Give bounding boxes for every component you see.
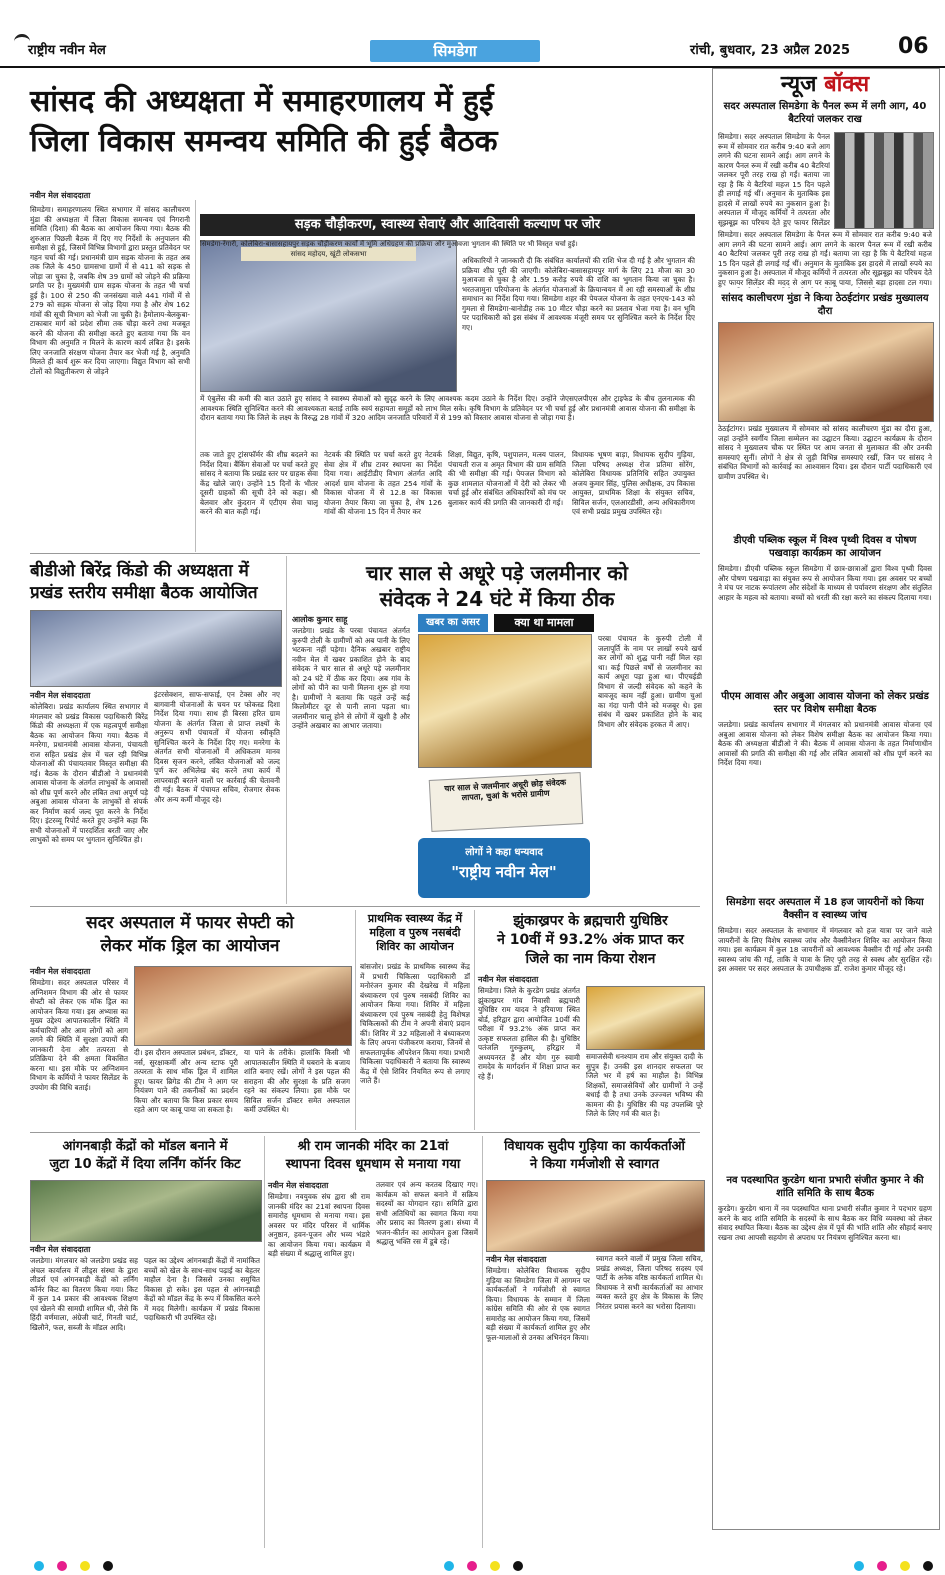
yellow-mark	[80, 1561, 90, 1571]
lead-text-col-5: शिक्षा, विद्युत, कृषि, पशुपालन, मत्स्य पालन, पंचायती राज व अमृत विभाग की ग्राम समिति की भी समीक्षा की गई। पेयजल विभाग को कुछ शामलात योजनाओं में देरी को लेकर भी चर्चा हुई और संबंधित अधिकारियों को मंच पर बुलाकर कार्य की प्रगति की जानकारी दी गई।	[448, 450, 566, 507]
mock-drill-text-b: दी। इस दौरान अस्पताल प्रबंधन, डॉक्टर, नर्स, सुरक्षाकर्मी और अन्य स्टाफ पूरी तत्परता के साथ मॉक ड्रिल में शामिल हुए। फायर ब्रिगेड की टीम ने आग पर नियंत्रण पाने की तकनीकों का प्रदर्शन किया और बताया कि किस प्रकार समय रहते आग पर काबू पाया जा सकता है।	[134, 1048, 238, 1114]
cyan-mark	[444, 1561, 454, 1571]
anganwadi-headline-line-2: जुटा 10 केंद्रों में दिया लर्निंग कॉर्नर किट	[49, 1157, 241, 1172]
jalminar-text: जलडेगा। प्रखंड के परबा पंचायत अंतर्गत कुरुपी टोली के ग्रामीणों को अब पानी के लिए भटकना नहीं पड़ेगा। दैनिक अखबार राष्ट्रीय नवीन मेल में खबर प्रकाशित होने के बाद संवेदक ने चार साल से अधूरे पड़े जलमीनार को 24 घंटे में ठीक कर दिया। अब गांव के लोगों को पीने का पानी मिलना शुरू हो गया है। ग्रामीणों ने बताया कि पहले उन्हें कई किलोमीटर दूर से पानी लाना पड़ता था। जलमीनार चालू होने से लोगों में खुशी है और उन्होंने अखबार का आभार जताया।	[292, 626, 410, 730]
news-box-item-4-headline: पीएम आवास और अबुआ आवास योजना को लेकर प्रखंड स्तर पर विशेष समीक्षा बैठक	[721, 691, 929, 715]
mock-drill-text-c: या पाने के तरीके। हालांकि किसी भी आपातकालीन स्थिति में घबराने के बजाय शांति बनाए रखें। लोगों ने इस पहल की सराहना की और सुरक्षा के प्रति सजग रहने का संकल्प लिया। इस मौके पर सिविल सर्जन डॉक्टर समेत अस्पताल कर्मी उपस्थित थे।	[244, 1048, 350, 1114]
ram-mandir-headline-line-2: स्थापना दिवस धूमधाम से मनाया गया	[285, 1157, 461, 1172]
topper-byline: नवीन मेल संवाददाता	[478, 975, 539, 984]
column-rule	[195, 200, 196, 552]
mock-drill-text: सिमडेगा। सदर अस्पताल परिसर में अग्निशमन विभाग की ओर से फायर सेफ्टी को लेकर एक मॉक ड्रिल का आयोजन किया गया। इस अभ्यास का मुख्य उद्देश्य आपातकालीन स्थिति में कर्मचारियों और आम लोगों को आग लगने की स्थिति में सुरक्षा उपायों की जानकारी देना और तत्परता से प्रतिक्रिया देने की क्षमता विकसित करना था। इस मौके पर अग्निशमन विभाग के कर्मियों ने फायर सिलेंडर के उपयोग की विधि बताई।	[30, 978, 128, 1092]
registration-marks-right	[850, 1556, 937, 1575]
anganwadi-headline	[30, 1138, 260, 1174]
ram-mandir-headline	[268, 1138, 478, 1174]
jalminar-headline-line-1: चार साल से अधूरे पड़े जलमीनार को	[366, 561, 628, 585]
news-box-title	[720, 68, 930, 98]
topper-headline-line-3: जिले का नाम किया रोशन	[525, 951, 656, 967]
lead-text-wide: में एंबुलेंस की कमी की बात उठाते हुए सांसद ने स्वास्थ्य सेवाओं को सुदृढ़ करने के लिए आवश्यक कदम उठाने के निर्देश दिए। उन्होंने जेएसएलपीएस और ट्राइफेड के बीच तुलनात्मक की आवश्यक स्थिति सुनिश्चित करने की आवश्यकता बताई ताकि स्वयं सहायता समूहों को लाभ मिल सके। कृषि विभाग के प्रतिवेदन पर भी चर्चा हुई और प्रधानमंत्री आवास योजना की समीक्षा के दौरान बताया गया कि जिले के लक्ष्य के विरुद्ध 28 गांवों में 320 आदिम जनजाति परिवारों में से 199 को विस्तार आवास योजना से जोड़ा गया है।	[200, 394, 695, 422]
newspaper-logo: राष्ट्रीय नवीन मेल	[28, 43, 106, 58]
news-box-item-1-text-b: सिमडेगा। सदर अस्पताल सिमडेगा के पैनल रूम में सोमवार रात करीब 9:40 बजे आग लगने की घटना सामने आई। आग लगने के कारण पैनल रूम में रखी करीब 40 बैटरियां जलकर पूरी तरह राख हो गईं। बताया जा रहा है कि ये बैटरियां महज 15 दिन पहले ही लगाई गई थीं। अनुमान के मुताबिक इस हादसे में लाखों रुपये का नुकसान हुआ है। अस्पताल में मौजूद कर्मियों ने तत्परता और सूझबूझ का परिचय देते हुए फायर सिलेंडर की मदद से आग पर काबू पाया, जिससे बड़ा हादसा टल गया।	[718, 230, 932, 287]
sudip-headline	[486, 1138, 703, 1174]
bdo-photo	[30, 610, 282, 687]
ram-mandir-text: सिमडेगा। नवयुवक संघ द्वारा श्री राम जानकी मंदिर का 21वां स्थापना दिवस समारोह धूमधाम से मनाया गया। इस अवसर पर मंदिर परिसर में धार्मिक अनुष्ठान, हवन-पूजन और भव्य भंडारे का आयोजन किया गया। कार्यक्रम में बड़ी संख्या में श्रद्धालु शामिल हुए।	[268, 1192, 370, 1258]
sudip-text-b: स्वागत करने वालों में प्रमुख जिला सचिव, प्रखंड अध्यक्ष, जिला परिषद सदस्य एवं पार्टी के अनेक वरिष्ठ कार्यकर्ता शामिल थे। विधायक ने सभी कार्यकर्ताओं का आभार व्यक्त करते हुए क्षेत्र के विकास के लिए निरंतर प्रयास करने का भरोसा दिलाया।	[596, 1254, 703, 1311]
anganwadi-byline: नवीन मेल संवाददाता	[30, 1245, 91, 1254]
black-mark	[103, 1561, 113, 1571]
lead-subhead: सड़क चौड़ीकरण, स्वास्थ्य सेवाएं और आदिवासी कल्याण पर जोर	[200, 214, 695, 236]
thanks-line-2: "राष्ट्रीय नवीन मेल"	[451, 863, 557, 881]
bdo-headline-line-2: प्रखंड स्तरीय समीक्षा बैठक आयोजित	[30, 583, 258, 603]
news-box-item-5-text: सिमडेगा। सदर अस्पताल के सभागार में मंगलवार को हज यात्रा पर जाने वाले जायरीनों के लिए विशेष स्वास्थ्य जांच और वैक्सीनेशन शिविर का आयोजन किया गया। इस कार्यक्रम में कुल 18 जायरीनों को आवश्यक वैक्सीन दी गई और उनकी स्वास्थ्य जांच की गई, ताकि वे यात्रा के लिए पूरी तरह से स्वस्थ और सुरक्षित रहें। इस अवसर पर सदर अस्पताल के उपाधीक्षक डॉ. राजेश कुमार मौजूद रहे।	[718, 926, 932, 973]
mock-drill-headline-line-1: सदर अस्पताल में फायर सेफ्टी को	[86, 913, 294, 933]
anganwadi-headline-line-1: आंगनबाड़ी केंद्रों को मॉडल बनाने में	[62, 1139, 228, 1154]
lead-text-col-2: अधिकारियों ने जानकारी दी कि संबंधित कार्यालयों की राशि भेज दी गई है और भुगतान की प्रक्रिया शीघ्र पूरी की जाएगी। कोलेबिरा-बासासहायपुर मार्ग के लिए 21 मौजा का 30 मुआवजा से चुका है और 1.59 करोड़ रुपये की राशि का भुगतान किया जा चुका है। भरतजामुना परियोजना के अंतर्गत योजनाओं के क्रियान्वयन में आ रही समस्याओं के शीघ्र समाधान का निर्देश दिया गया। सिमडेगा शहर की पेयजल योजना के तहत एनएच-143 को गुमला से सिमडेगा-बानोडीह तक 10 मीटर चौड़ा करने का प्रस्ताव भेजा गया है। वन भूमि पर पदाधिकारी को इस संबंध में आवश्यक मंजूरी समय पर सुनिश्चित करने के निर्देश दिए गए।	[462, 256, 695, 332]
jalminar-headline-line-2: संवेदक ने 24 घंटे में किया ठीक	[379, 587, 615, 611]
mock-drill-headline-line-2: लेकर मॉक ड्रिल का आयोजन	[100, 936, 280, 956]
yellow-mark	[900, 1561, 910, 1571]
bdo-headline-line-1: बीडीओ बिरेंद्र किंडो की अध्यक्षता में	[30, 561, 249, 581]
lead-headline	[30, 82, 690, 162]
ram-mandir-text-b: तलवार एवं अन्य करतब दिखाए गए। कार्यक्रम को सफल बनाने में सक्रिय सदस्यों का योगदान रहा। समिति द्वारा सभी अतिथियों का स्वागत किया गया और प्रसाद का वितरण हुआ। संध्या में भजन-कीर्तन का आयोजन हुआ जिसमें श्रद्धालु भक्ति रस में डूबे रहे।	[376, 1180, 478, 1246]
lead-text-col-3: तक जाते हुए ट्रांसफॉर्मर की शीघ्र बदलने का निर्देश दिया। बैंकिंग सेवाओं पर चर्चा करते हुए सांसद ने बताया कि प्रखंड स्तर पर ग्राहक सेवा केंद्र खोले जाएं। उन्होंने 15 दिनों के भीतर दूसरी ग्राहकों की सूची देने को कहा। श्री बेलवार और कुंदरान में एटीएम सेवा चालू करने की बात कही गई।	[200, 450, 318, 516]
jalminar-photo	[418, 634, 592, 768]
divider	[30, 553, 700, 554]
page-number: 06	[898, 34, 929, 59]
sudip-headline-line-2: ने किया गर्मजोशी से स्वागत	[529, 1157, 660, 1172]
news-box-item-5-headline: सिमडेगा सदर अस्पताल में 18 हज जायरीनों को किया वैक्सीन व स्वास्थ्य जांच	[726, 897, 924, 921]
divider	[30, 1132, 700, 1133]
bdo-headline	[30, 560, 280, 604]
dateline: रांची, बुधवार, 23 अप्रैल 2025	[690, 43, 851, 58]
topper-headline-line-1: झुंकाख्रपर के ब्रह्मचारी युधिष्ठिर	[513, 913, 668, 929]
phc-text: बांसजोर। प्रखंड के प्राथमिक स्वास्थ्य केंद्र में प्रभारी चिकित्सा पदाधिकारी डॉ मनोरंजन कुमार की देखरेख में महिला बंध्याकरण एवं पुरुष नसबंदी शिविर का आयोजन किया गया। शिविर में महिला बंध्याकरण एवं पुरुष नसबंदी हेतु विशेषज्ञ चिकित्सकों की टीम ने अपनी सेवाएं प्रदान कीं। शिविर में 32 महिलाओं ने बंध्याकरण के लिए अपना पंजीकरण कराया, जिनमें से सफलतापूर्वक ऑपरेशन किया गया। प्रभारी चिकित्सा पदाधिकारी ने बताया कि स्वास्थ्य केंद्र में ऐसे शिविर नियमित रूप से लगाए जाते हैं।	[360, 962, 470, 1085]
news-box-item-1-headline: सदर अस्पताल सिमडेगा के पैनल रूम में लगी आग, 40 बैटरियां जलकर राख	[723, 101, 927, 125]
topper-headline-line-2: ने 10वीं में 93.2% अंक प्राप्त कर	[497, 932, 684, 948]
column-rule	[264, 1136, 265, 1548]
newspaper-clipping	[429, 772, 584, 832]
kya-tha-mamla-text: परबा पंचायत के कुरुपी टोली में जलापूर्ति के नाम पर लाखों रुपये खर्च कर लोगों को शुद्ध पानी नहीं मिल रहा था। कई पिछले वर्षों से जलमीनार का कार्य अधूरा पड़ा हुआ था। पीएचईडी विभाग से जल्दी संवेदक को कहने के बावजूद काम नहीं हुआ। ग्रामीण चुआं का गंदा पानी पीने को मजबूर थे। इस संबंध में खबर प्रकाशित होने के बाद विभाग और संवेदक हरकत में आए।	[598, 634, 702, 729]
topper-text: सिमडेगा। जिले के कुरडेग प्रखंड अंतर्गत झुंकाख्रपर गांव निवासी ब्रह्मचारी युधिष्ठिर राम यादव ने हरियाणा स्थित बोर्ड, हरिद्वार द्वारा आयोजित 10वीं की परीक्षा में 93.2% अंक प्राप्त कर उत्कृष्ट सफलता हासिल की है। युधिष्ठिर पतंजलि गुरुकुलम्, हरिद्वार में अध्ययनरत हैं और योग गुरु स्वामी रामदेव के मार्गदर्शन में शिक्षा प्राप्त कर रहे हैं।	[478, 986, 580, 1081]
divider	[30, 906, 700, 907]
lead-text-col-6: विधायक भूषण बाड़ा, विधायक सुदीप गुड़िया, जिला परिषद अध्यक्ष रोज प्रतिमा सोरेंग, कोलेबिरा विधायक प्रतिनिधि सहित उपायुक्त अजय कुमार सिंह, पुलिस अधीक्षक, उप विकास आयुक्त, प्राथमिक शिक्षा के संयुक्त सचिव, सिविल सर्जन, एलआरडीसी, अन्य अधिकारीगण एवं सभी प्रखंड प्रमुख उपस्थित रहे।	[572, 450, 695, 516]
khabar-ka-asar-label: खबर का असर	[418, 614, 488, 632]
registration-marks	[30, 1556, 117, 1575]
bdo-byline: नवीन मेल संवाददाता	[30, 691, 91, 700]
topper-text-b: समाजसेवी धनश्याम राम और संयुक्त दादी के सुपुत्र हैं। उनकी इस शानदार सफलता पर जिले भर में हर्ष का माहौल है। विभिन्न शिक्षकों, समाजसेवियों और ग्रामीणों ने उन्हें बधाई दी है तथा उनके उज्ज्वल भविष्य की कामना की है। युधिष्ठिर की यह उपलब्धि पूरे जिले के लिए गर्व की बात है।	[586, 1052, 703, 1118]
sudip-byline: नवीन मेल संवाददाता	[486, 1255, 547, 1264]
anganwadi-text: जलडेगा। मंगलवार को जलडेगा प्रखंड सह अंचल कार्यालय में लीड्स संस्था के द्वारा लीडर्स एवं आंगनबाड़ी केंद्रों को लर्निंग कॉर्नर किट का वितरण किया गया। किट में कुल 14 प्रकार की आवश्यक शिक्षण एवं खेलने की सामग्री शामिल थी, जैसे कि हिंदी वर्णमाला, अंग्रेजी चार्ट, गिनती चार्ट, खिलौने, फल, सब्जी के मॉडल आदि।	[30, 1256, 138, 1332]
news-box-item-4-text: जलडेगा। प्रखंड कार्यालय सभागार में मंगलवार को प्रधानमंत्री आवास योजना एवं अबुआ आवास योजना को लेकर विशेष समीक्षा बैठक का आयोजन किया गया। बैठक की अध्यक्षता बीडीओ ने की। बैठक में आवास योजना के तहत निर्माणाधीन आवासों की प्रगति की समीक्षा की गई और लंबित आवासों को शीघ्र पूर्ण करने का निर्देश दिया गया।	[718, 720, 932, 767]
section-label: सिमडेगा	[370, 40, 540, 62]
magenta-mark	[467, 1561, 477, 1571]
lead-text-col-4: नेटवर्क की स्थिति पर चर्चा करते हुए नेटवर्क सेवा क्षेत्र में शीघ्र टावर स्थापना का निर्देश दिया गया। आईटीडीए विभाग अंतर्गत आदि आदर्श ग्राम योजना के तहत 254 गांवों के विकास योजना में से 12.8 का विकास योजना तैयार किया जा चुका है, शेष 126 गांवों की योजना 15 दिन में तैयार कर	[324, 450, 442, 516]
topper-photo	[586, 986, 705, 1050]
news-box-item-1-photo	[834, 132, 934, 229]
news-box-item-6-headline: नव पदस्थापित कुरडेग थाना प्रभारी संजीत कुमार ने की शांति समिति के साथ बैठक	[726, 1175, 924, 1199]
mock-drill-photo	[134, 966, 352, 1046]
mock-drill-byline: नवीन मेल संवाददाता	[30, 967, 91, 976]
news-box-title-b: बॉक्स	[824, 72, 870, 97]
cyan-mark	[854, 1561, 864, 1571]
news-box-item-3-text: सिमडेगा। डीएवी पब्लिक स्कूल सिमडेगा में छात्र-छात्राओं द्वारा विश्व पृथ्वी दिवस और पोषण पखवाड़ा का संयुक्त रूप से आयोजन किया गया। इस अवसर पर बच्चों ने मंच पर नाटक रूपांतरण और संदेशों के माध्यम से पर्यावरण संरक्षण और संतुलित आहार के महत्व को बताया। बच्चों को धरती की रक्षा करने का संकल्प दिलाया गया।	[718, 564, 932, 602]
news-box-item-1-text-a: सिमडेगा। सदर अस्पताल सिमडेगा के पैनल रूम में सोमवार रात करीब 9:40 बजे आग लगने की घटना सामने आई। आग लगने के कारण पैनल रूम में रखी करीब 40 बैटरियां जलकर पूरी तरह राख हो गईं। बताया जा रहा है कि ये बैटरियां महज 15 दिन पहले ही लगाई गई थीं। अनुमान के मुताबिक इस हादसे में लाखों रुपये का नुकसान हुआ है। अस्पताल में मौजूद कर्मियों ने तत्परता और सूझबूझ का परिचय देते हुए फायर सिलेंडर	[718, 132, 830, 227]
news-box-item-3-headline: डीएवी पब्लिक स्कूल में विश्व पृथ्वी दिवस व पोषण पखवाड़ा कार्यक्रम का आयोजन	[733, 535, 917, 559]
news-box-title-a: न्यूज	[780, 72, 817, 97]
clipping-headline: चार साल से जलमीनार अधूरी छोड़ संवेदक लापता, चुआं के भरोसे ग्रामीण	[443, 777, 567, 803]
bdo-text-b: इंटरसेक्शन, साफ-सफाई, एन टेक्स और नए बागवानी योजनाओं के चयन पर फोकस्ड दिशा निर्देश दिया गया। साथ ही बिरसा हरित ग्राम योजना के अंतर्गत जिला से प्राप्त लक्ष्यों के अनुरूप सभी पंचायतों में योजना स्वीकृति सुनिश्चित करने के निर्देश दिए गए। मनरेगा के अंतर्गत सभी योजनाओं में अधिकतम मानव दिवस सृजन करने, लंबित योजनाओं को जल्द पूर्ण कर अभिलेख बंद करने तथा कार्य में लापरवाही बरतने वालों पर कार्रवाई की चेतावनी दी गई। बैठक में पंचायत सचिव, रोजगार सेवक और अन्य कर्मी मौजूद रहे।	[154, 690, 280, 804]
ram-mandir-byline: नवीन मेल संवाददाता	[268, 1181, 329, 1190]
cyan-mark	[34, 1561, 44, 1571]
mock-drill-headline	[30, 912, 350, 958]
column-rule	[474, 910, 475, 1130]
column-rule	[482, 1136, 483, 1548]
anganwadi-text-b: पहल का उद्देश्य आंगनबाड़ी केंद्रों में नामांकित बच्चों को खेल के साथ-साथ पढ़ाई का बेहतर माहौल देना है। जिससे उनका समुचित विकास हो सके। इस पहल से आंगनबाड़ी केंद्रों को मॉडल केंद्र के रूप में विकसित करने में मदद मिलेगी। कार्यक्रम में प्रखंड विकास पदाधिकारी भी उपस्थित रहे।	[144, 1256, 260, 1322]
black-mark	[513, 1561, 523, 1571]
magenta-mark	[57, 1561, 67, 1571]
sudip-headline-line-1: विधायक सुदीप गुड़िया का कार्यकर्ताओं	[504, 1139, 685, 1154]
yellow-mark	[490, 1561, 500, 1571]
anganwadi-photo	[30, 1180, 262, 1242]
news-box-item-6-text: कुरडेग। कुरडेग थाना में नव पदस्थापित थाना प्रभारी संजीत कुमार ने पदभार ग्रहण करने के बाद शांति समिति के सदस्यों के साथ बैठक कर विधि व्यवस्था को लेकर संवाद स्थापित किया। बैठक का उद्देश्य क्षेत्र में पूर्व की भांति शांति और सौहार्द बनाए रखना तथा आपसी सहयोग से अपराध पर नियंत्रण सुनिश्चित करना था।	[718, 1204, 932, 1242]
lead-caption: सिमडेगा-रेंगारी, कोलेबिरा-बासासहायपुर सड़क चौड़ीकरण कार्यों में भूमि अधिग्रहण की प्रक्रिया और मुआवजा भुगतान की स्थिति पर भी विस्तृत चर्चा हुई।	[200, 240, 578, 248]
phc-headline: प्राथमिक स्वास्थ्य केंद्र में महिला व पुरुष नसबंदी शिविर का आयोजन	[367, 912, 463, 953]
lead-text-col-1: सिमडेगा। समाहरणालय स्थित सभागार में सांसद कालीचरण मुंडा की अध्यक्षता में जिला विकास समन्वय एवं निगरानी समिति (दिशा) की बैठक का आयोजन किया गया। बैठक की शुरुआत पिछली बैठक में दिए गए निर्देशों के अनुपालन की समीक्षा से हुई, जिसमें विभिन्न विभागों द्वारा प्रस्तुत प्रतिवेदन पर गहन चर्चा की गई। प्रधानमंत्री ग्राम सड़क योजना के तहत अब तक जिले के 450 ग्रामसभा ग्रामों में से 411 को सड़क से जोड़ा जा चुका है, जबकि शेष 39 ग्रामों को जोड़ने की प्रक्रिया प्रगति पर है। मुख्यमंत्री ग्राम सड़क योजना के तहत भी चर्चा हुई है। 100 से 250 की जनसंख्या वाले 441 गांवों में से 279 को सड़क योजना से जोड़ दिया गया है और शेष 162 गांवों की सूची विभाग को भेजी जा चुकी है। हैमोलाय-बेलकुबा-टाकाबार मार्ग को प्रदेश सीमा तक चौड़ा करने तथा मजबूत करने की योजना की समीक्षा करते हुए बताया गया कि वन विभाग की अनुमति न मिलने के कारण कार्य लंबित है। इसके लिए जनजाति संरक्षण योजना तैयार कर भेजी गई है, अनुमति मिलते ही कार्य शुरू कर दिया जाएगा। विद्युत विभाग को सभी टोलों को विद्युतीकरण से जोड़ने	[30, 205, 190, 376]
lead-photo	[200, 240, 457, 392]
sudip-photo	[486, 1180, 705, 1252]
lead-photo-banner: सांसद महोदय, खूंटी लोकसभा	[241, 247, 416, 261]
lead-headline-line-2: जिला विकास समन्वय समिति की हुई बैठक	[30, 124, 498, 159]
print-registration-bar	[0, 1552, 945, 1573]
lead-headline-line-1: सांसद की अध्यक्षता में समाहरणालय में हुई	[30, 84, 494, 119]
kya-tha-mamla-label: क्या था मामला	[494, 614, 594, 632]
column-rule	[355, 910, 356, 1130]
registration-marks-center	[440, 1556, 527, 1575]
black-mark	[923, 1561, 933, 1571]
news-box-item-2-photo	[718, 322, 934, 422]
thanks-line-1: लोगों ने कहा धन्यवाद	[465, 847, 543, 858]
thanks-box	[418, 838, 590, 898]
news-box-item-2-headline: सांसद कालीचरण मुंडा ने किया ठेठईटांगर प्रखंड मुख्यालय दौरा	[721, 293, 929, 317]
jalminar-byline: आलोक कुमार साहू	[292, 615, 348, 624]
jalminar-headline	[292, 560, 702, 612]
bdo-text: कोलेबिरा। प्रखंड कार्यालय स्थित सभागार में मंगलवार को प्रखंड विकास पदाधिकारी बिरेंद्र किंडो की अध्यक्षता में एक महत्वपूर्ण समीक्षा बैठक का आयोजन किया गया। बैठक में मनरेगा, प्रधानमंत्री आवास योजना, पंचायती राज सहित प्रखंड क्षेत्र में चल रही विभिन्न योजनाओं की पंचायतवार विस्तृत समीक्षा की गई। बैठक के दौरान बीडीओ ने प्रधानमंत्री आवास योजना के अंतर्गत लाभुकों के आवासों को शीघ्र पूर्ण करने और लंबित तथा अपूर्ण पड़े अबुआ आवास योजना के लाभुकों से संपर्क कर निर्माण कार्य जल्द पूरा करने के निर्देश दिए। इंटरव्यू रिपोर्ट करते हुए उन्होंने कहा कि सभी योजनाओं में पारदर्शिता बरती जाए और लाभुकों को समय पर भुगतान सुनिश्चित हो।	[30, 702, 148, 844]
lead-byline: नवीन मेल संवाददाता	[30, 191, 91, 200]
ram-mandir-headline-line-1: श्री राम जानकी मंदिर का 21वां	[297, 1139, 449, 1154]
news-box-item-2-text: ठेठईटांगर। प्रखंड मुख्यालय में सोमवार को सांसद कालीचरण मुंडा का दौरा हुआ, जहां उन्होंने स्वर्गीय जिला सम्मेलन का उद्घाटन किया। उद्घाटन कार्यक्रम के दौरान सांसद ने मुख्यालय चौक पर स्थित पर आम जनता से मुलाकात की और उनकी समस्याएं सुनीं। लोगों ने क्षेत्र से जुड़ी विभिन्न समस्याएं रखीं, जिन पर सांसद ने संबंधित विभागों को कार्रवाई का आश्वासन दिया। इस दौरान पार्टी पदाधिकारी एवं ग्रामीण उपस्थित थे।	[718, 424, 932, 481]
column-rule	[286, 556, 287, 904]
magenta-mark	[877, 1561, 887, 1571]
topper-headline	[478, 912, 703, 969]
sudip-text: सिमडेगा। कोलेबिरा विधायक सुदीप गुड़िया का सिमडेगा जिला में आगमन पर कार्यकर्ताओं ने गर्मजोशी से स्वागत किया। विधायक के सम्मान में जिला कांग्रेस समिति की ओर से एक स्वागत समारोह का आयोजन किया गया, जिसमें बड़ी संख्या में कार्यकर्ता शामिल हुए और फूल-मालाओं से उनका अभिनंदन किया।	[486, 1266, 590, 1342]
